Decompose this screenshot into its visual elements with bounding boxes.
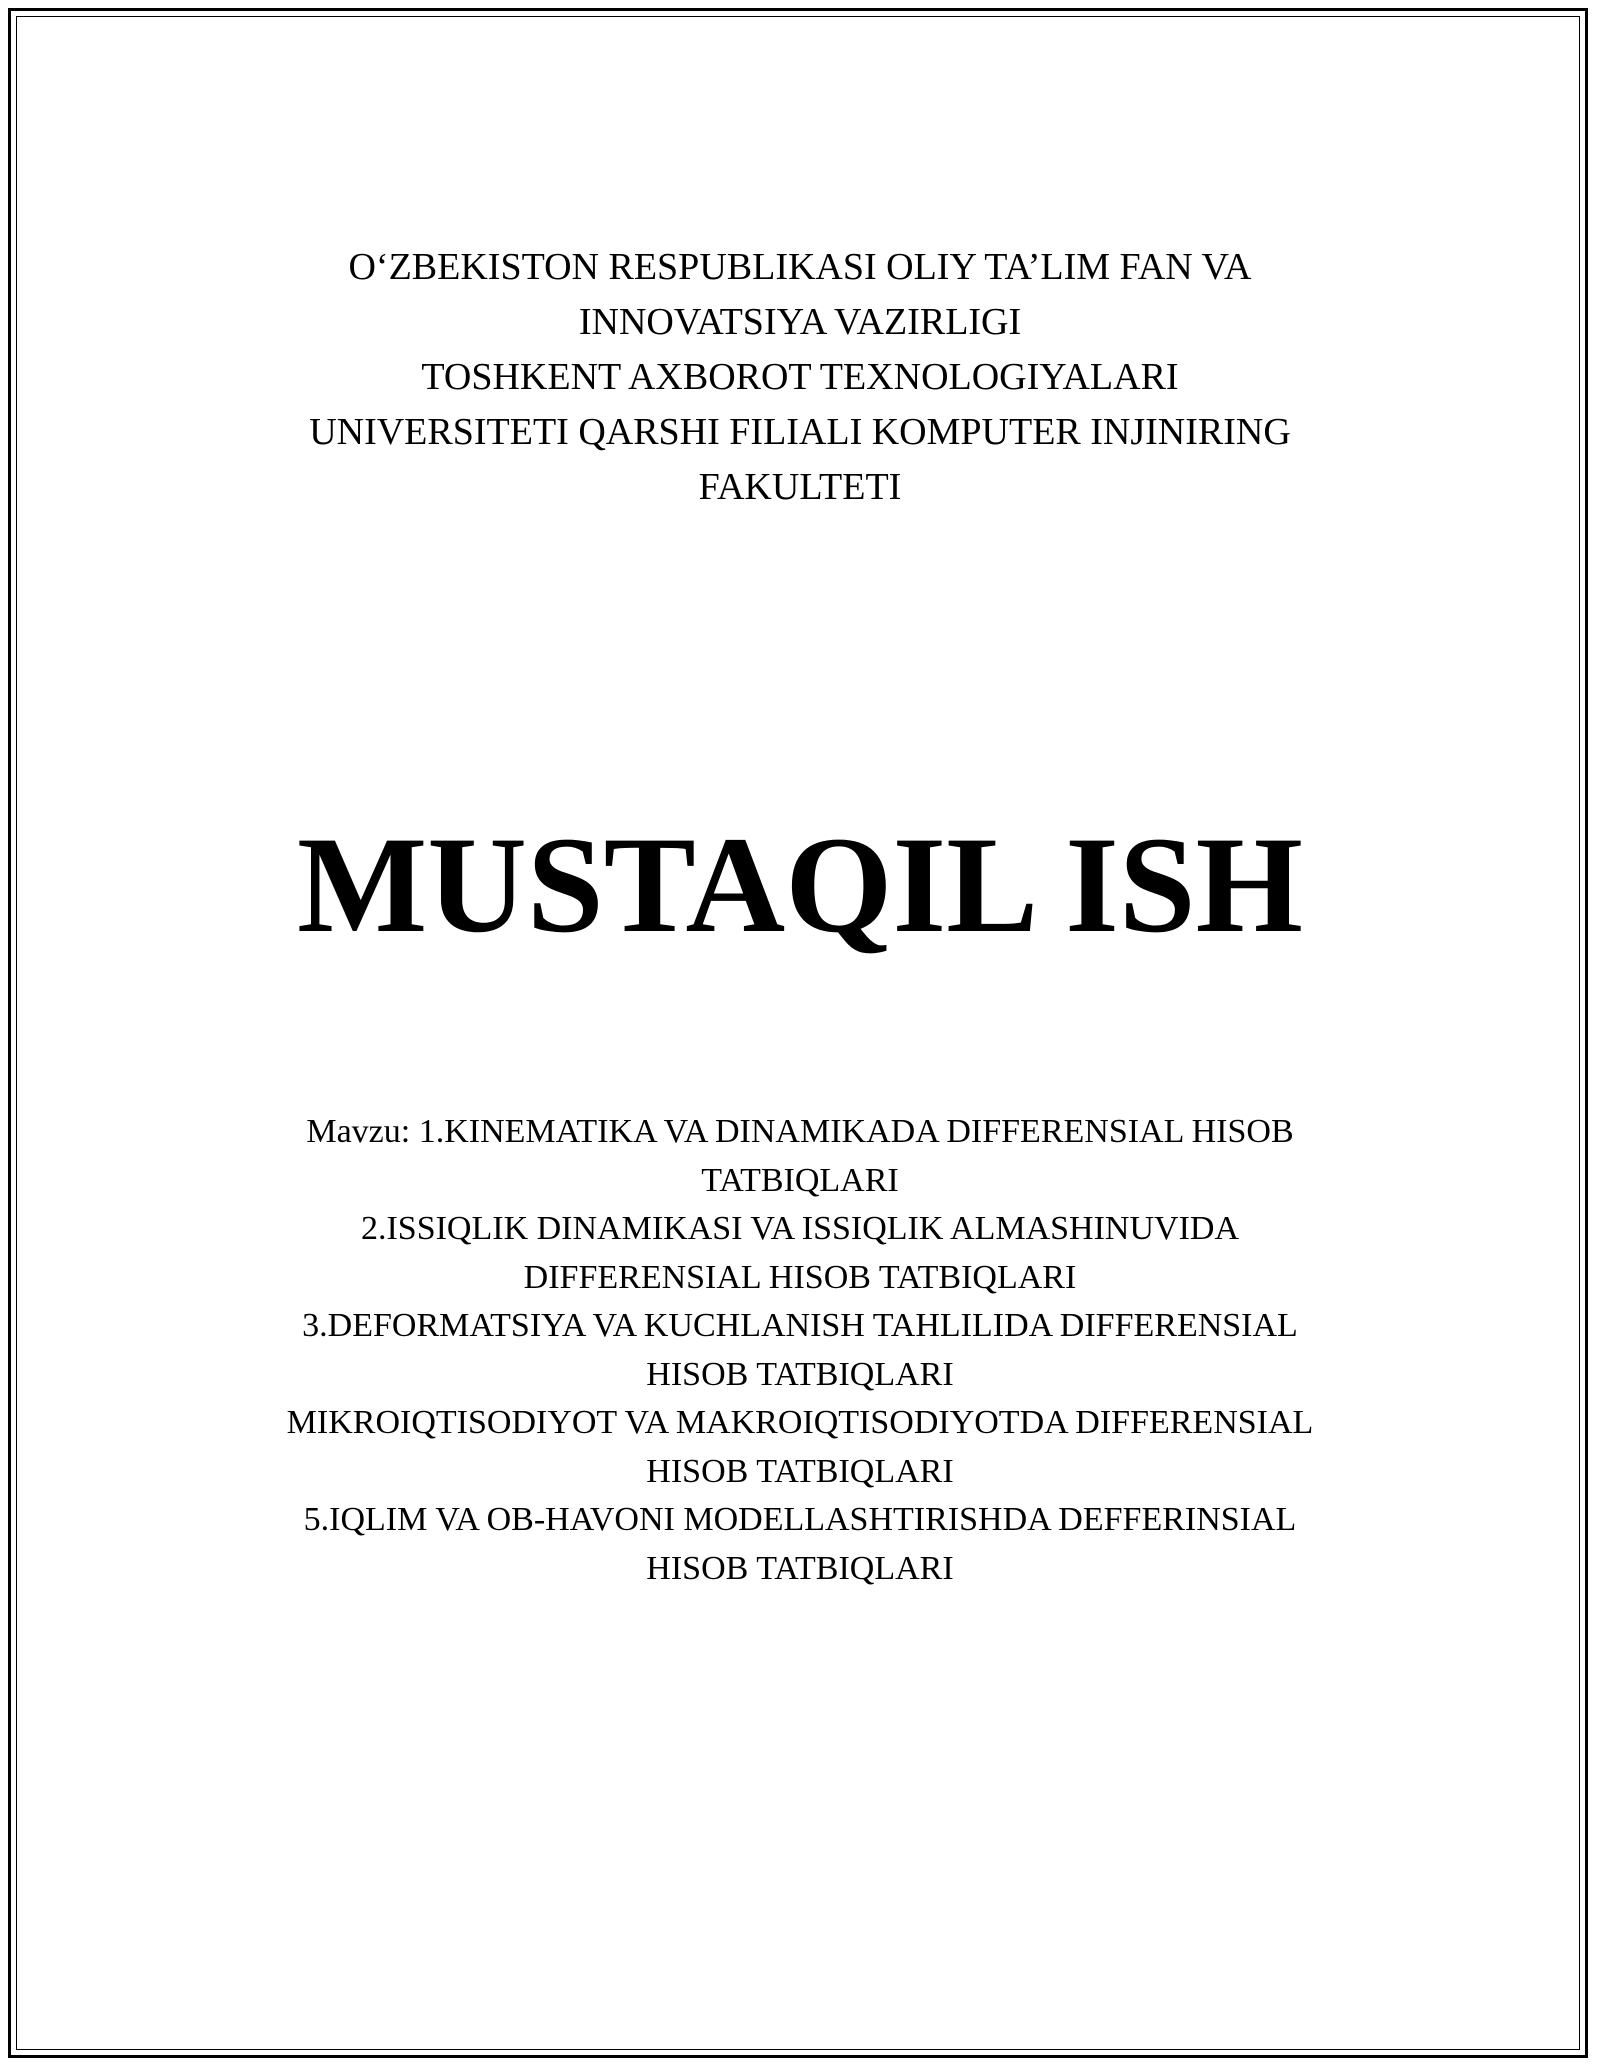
topic-line: MIKROIQTISODIYOT VA MAKROIQTISODIYOTDA DIFFERENSIAL [286, 1404, 1314, 1441]
topic-line: HISOB TATBIQLARI [646, 1452, 954, 1490]
document-title: MUSTAQIL ISH [297, 808, 1303, 961]
header-line: INNOVATSIYA VAZIRLIGI [578, 301, 1022, 343]
topic-line: Mavzu: 1.KINEMATIKA VA DINAMIKADA DIFFERENSIAL HISOB [306, 1113, 1294, 1150]
header-line: O‘ZBEKISTON RESPUBLIKASI OLIY TA’LIM FAN VA [348, 246, 1252, 288]
header-line: UNIVERSITETI QARSHI FILIALI KOMPUTER INJINIRING [309, 411, 1291, 453]
topic-line: 5.IQLIM VA OB-HAVONI MODELLASHTIRISHDA DEFFERINSIAL [303, 1501, 1297, 1538]
topic-line: 2.ISSIQLIK DINAMIKASI VA ISSIQLIK ALMASHINUVIDA [360, 1210, 1240, 1247]
topic-line: HISOB TATBIQLARI [646, 1549, 954, 1587]
header-line: TOSHKENT AXBOROT TEXNOLOGIYALARI [421, 356, 1179, 398]
topics-list [150, 1108, 1450, 1593]
header-line: FAKULTETI [698, 466, 902, 508]
topic-line: DIFFERENSIAL HISOB TATBIQLARI [523, 1258, 1077, 1296]
topic-line: 3.DEFORMATSIYA VA KUCHLANISH TAHLILIDA DIFFERENSIAL [302, 1307, 1298, 1344]
institution-header [200, 240, 1400, 515]
topic-line: TATBIQLARI [701, 1161, 899, 1199]
topic-line: HISOB TATBIQLARI [646, 1355, 954, 1393]
